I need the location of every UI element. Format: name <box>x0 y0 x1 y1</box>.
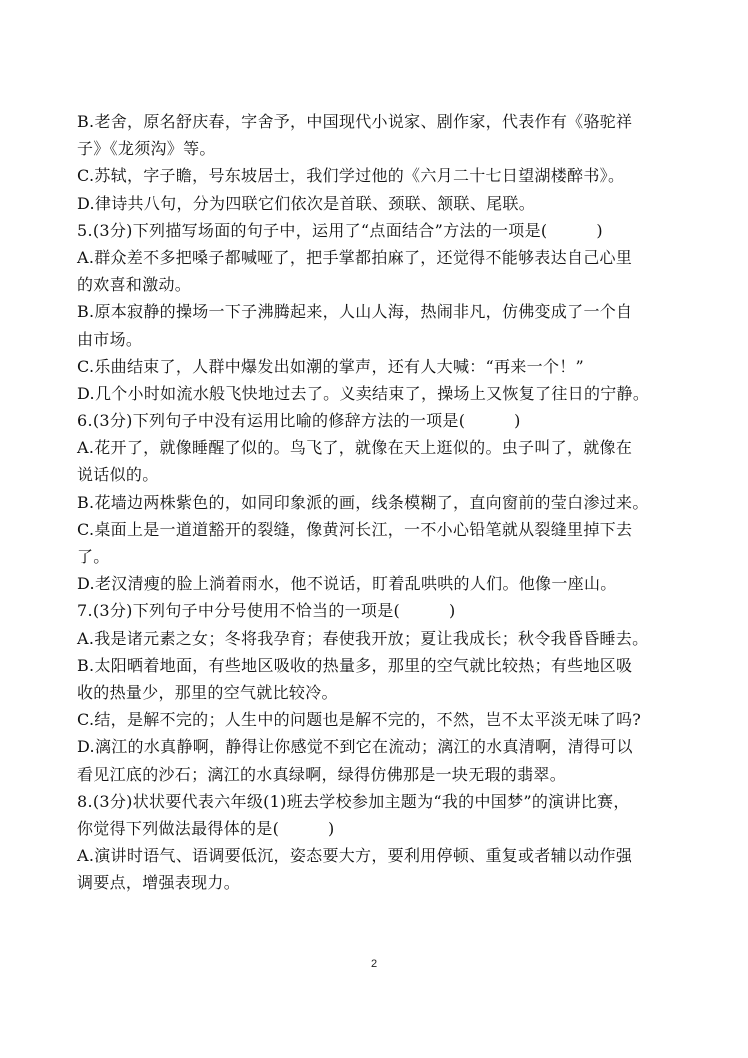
text-line: 你觉得下列做法最得体的是( ) <box>77 818 335 838</box>
text-line: C.乐曲结束了，人群中爆发出如潮的掌声，还有人大喊：“再来一个！” <box>77 356 585 376</box>
text-line: 看见江底的沙石；漓江的水真绿啊，绿得仿佛那是一块无瑕的翡翠。 <box>77 764 567 784</box>
text-line: 6.(3分)下列句子中没有运用比喻的修辞方法的一项是( ) <box>77 411 521 431</box>
text-line: 8.(3分)状状要代表六年级(1)班去学校参加主题为“我的中国梦”的演讲比赛， <box>77 791 630 811</box>
text-line: C.结，是解不完的；人生中的问题也是解不完的，不然，岂不太平淡无味了吗? <box>77 710 642 730</box>
text-line: 了。 <box>77 547 110 566</box>
text-line: 的欢喜和激动。 <box>77 275 192 295</box>
text-line: A.我是诸元素之女；冬将我孕育；春使我开放；夏让我成长；秋令我昏昏睡去。 <box>77 628 649 648</box>
text-line: C.桌面上是一道道豁开的裂缝，像黄河长江，一不小心铅笔就从裂缝里掉下去 <box>77 519 633 539</box>
text-line: D.律诗共八句，分为四联它们依次是首联、颈联、颔联、尾联。 <box>77 193 536 213</box>
text-line: B.太阳晒着地面，有些地区吸收的热量多，那里的空气就比较热；有些地区吸 <box>77 655 633 675</box>
text-line: B.原本寂静的操场一下子沸腾起来，人山人海，热闹非凡，仿佛变成了一个自 <box>77 302 633 322</box>
text-line: A.演讲时语气、语调要低沉，姿态要大方，要利用停顿、重复或者辅以动作强 <box>77 846 633 866</box>
text-line: A.群众差不多把嗓子都喊哑了，把手掌都拍麻了，还觉得不能够表达自己心里 <box>77 247 633 267</box>
text-line: 说话似的。 <box>77 465 159 485</box>
text-line: 收的热量少，那里的空气就比较冷。 <box>77 682 338 702</box>
text-line: C.苏轼，字子瞻，号东坡居士，我们学过他的《六月二十七日望湖楼醉书》。 <box>77 166 625 186</box>
text-line: 调要点，增强表现力。 <box>77 873 241 893</box>
text-line: A.花开了，就像睡醒了似的。鸟飞了，就像在天上逛似的。虫子叫了，就像在 <box>77 438 633 458</box>
text-line: 由市场。 <box>77 329 143 349</box>
text-line: D.几个小时如流水般飞快地过去了。义卖结束了，操场上又恢复了往日的宁静。 <box>77 383 650 403</box>
text-line: D.漓江的水真静啊，静得让你感觉不到它在流动；漓江的水真清啊，清得可以 <box>77 737 633 757</box>
text-line: D.老汉清瘦的脸上淌着雨水，他不说话，盯着乱哄哄的人们。他像一座山。 <box>77 574 617 594</box>
text-line: 7.(3分)下列句子中分号使用不恰当的一项是( ) <box>77 601 456 621</box>
text-line: 子》《龙须沟》等。 <box>77 139 216 159</box>
page-body <box>77 108 677 896</box>
page-number: 2 <box>370 958 378 970</box>
text-line: 5.(3分)下列描写场面的句子中，运用了“点面结合”方法的一项是( ) <box>77 220 603 240</box>
text-line: B.花墙边两株紫色的，如同印象派的画，线条模糊了，直向窗前的莹白渗过来。 <box>77 492 649 512</box>
text-line: B.老舍，原名舒庆春，字舍予，中国现代小说家、剧作家，代表作有《骆驼祥 <box>77 112 633 131</box>
